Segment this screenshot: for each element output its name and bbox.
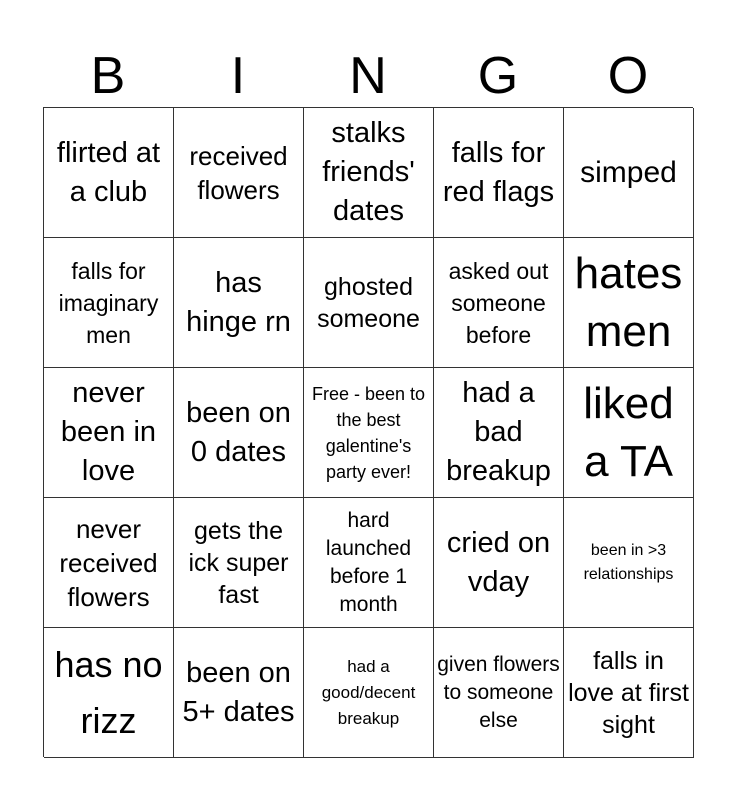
bingo-cell[interactable] (304, 628, 434, 758)
header-letter-o: O (607, 47, 649, 105)
header-letter-b: B (90, 47, 126, 105)
bingo-cell[interactable] (304, 498, 434, 628)
cell-label: hard launched before 1 month (325, 508, 412, 616)
bingo-cell[interactable] (174, 108, 304, 238)
cell-label: liked a TA (583, 378, 674, 486)
bingo-cell[interactable] (434, 108, 564, 238)
bingo-cell[interactable] (174, 498, 304, 628)
bingo-cell[interactable] (44, 628, 174, 758)
cell-label: cried on vday (446, 526, 551, 598)
bingo-cell[interactable] (44, 108, 174, 238)
cell-label: has no rizz (54, 643, 163, 741)
cell-label: been on 0 dates (186, 396, 291, 468)
bingo-board (43, 107, 693, 757)
bingo-cell[interactable] (44, 498, 174, 628)
bingo-cell[interactable] (564, 108, 694, 238)
cell-label: falls for red flags (442, 136, 555, 208)
cell-label: asked out someone before (448, 257, 549, 348)
cell-label: has hinge rn (186, 266, 291, 338)
cell-label: stalks friends' dates (322, 117, 415, 227)
bingo-cell[interactable] (564, 628, 694, 758)
bingo-cell[interactable] (304, 238, 434, 368)
bingo-cell[interactable] (304, 108, 434, 238)
free-space-cell[interactable] (304, 368, 434, 498)
header-letter-g: G (477, 47, 519, 105)
bingo-cell[interactable] (564, 498, 694, 628)
bingo-cell[interactable] (434, 498, 564, 628)
header-letter-i: I (230, 47, 246, 105)
cell-label: never been in love (60, 377, 157, 487)
cell-label: received flowers (189, 140, 288, 205)
bingo-cell[interactable] (44, 238, 174, 368)
bingo-cell[interactable] (174, 368, 304, 498)
cell-label: never received flowers (59, 513, 158, 612)
bingo-cell[interactable] (564, 238, 694, 368)
cell-label: been in >3 relationships (583, 541, 674, 583)
cell-label: falls in love at first sight (568, 646, 689, 739)
bingo-cell[interactable] (174, 238, 304, 368)
cell-label: gets the ick super fast (188, 516, 289, 609)
cell-label: had a bad breakup (446, 377, 551, 487)
bingo-cell[interactable] (434, 628, 564, 758)
bingo-cell[interactable] (434, 368, 564, 498)
bingo-cell[interactable] (174, 628, 304, 758)
cell-label: been on 5+ dates (182, 656, 295, 728)
bingo-cell[interactable] (434, 238, 564, 368)
cell-label: flirted at a club (56, 136, 161, 208)
free-space-label: Free - been to the best galentine's party ever! (311, 383, 426, 482)
cell-label: falls for imaginary men (58, 257, 159, 348)
cell-label: ghosted someone (317, 272, 420, 333)
bingo-header (43, 46, 693, 106)
bingo-cell[interactable] (564, 368, 694, 498)
cell-label: hates men (574, 248, 683, 356)
header-letter-n: N (349, 47, 387, 105)
bingo-cell[interactable] (44, 368, 174, 498)
cell-label: simped (580, 155, 677, 189)
cell-label: had a good/decent breakup (321, 656, 416, 728)
cell-label: given flowers to someone else (437, 652, 560, 732)
